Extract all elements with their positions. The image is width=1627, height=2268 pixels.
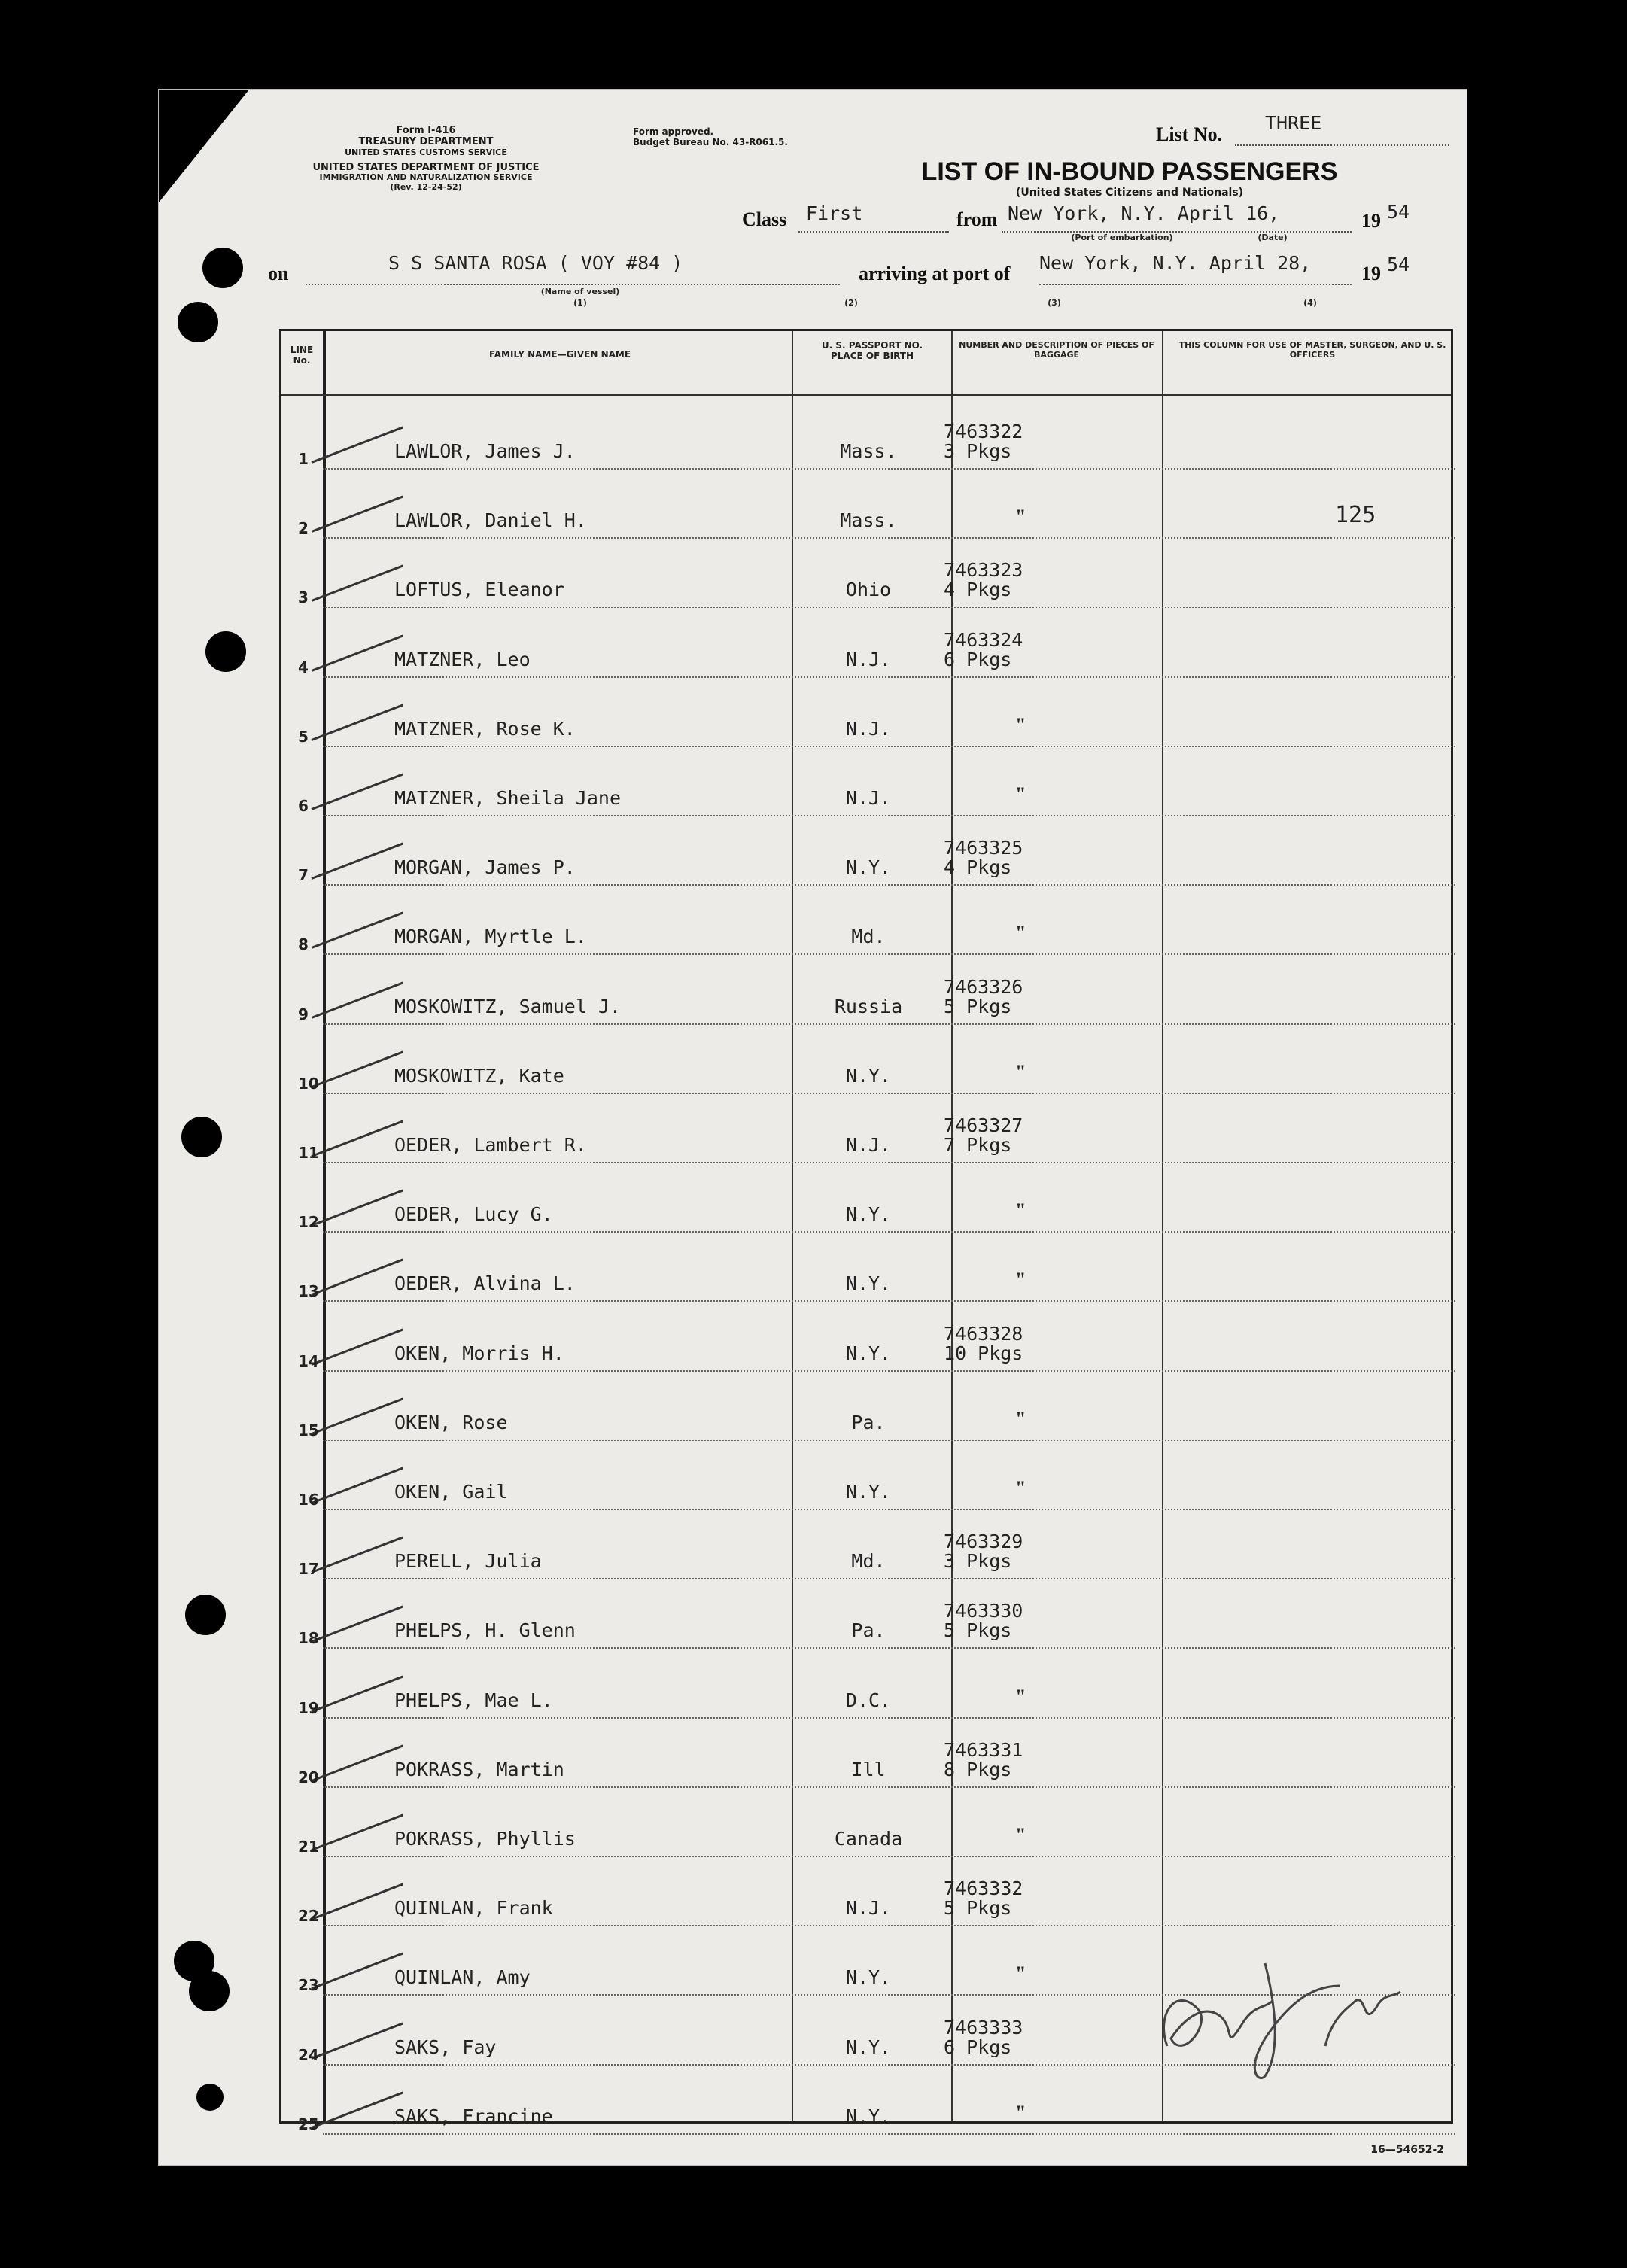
customs-service: UNITED STATES CUSTOMS SERVICE bbox=[345, 147, 507, 157]
check-mark bbox=[311, 1537, 403, 1573]
baggage-number: 7463332 bbox=[944, 1877, 1023, 1900]
passenger-name: LAWLOR, Daniel H. bbox=[394, 509, 587, 532]
vessel-rule bbox=[306, 284, 840, 285]
binder-hole bbox=[196, 2084, 224, 2111]
binder-hole bbox=[185, 1595, 226, 1635]
passenger-name: OEDER, Lucy G. bbox=[394, 1203, 553, 1226]
column-header-line-no: LINE No. bbox=[290, 345, 314, 366]
line-number: 16 bbox=[298, 1491, 319, 1509]
check-mark bbox=[311, 843, 403, 880]
ditto-mark: " bbox=[1015, 922, 1026, 944]
from-label: from bbox=[956, 208, 998, 230]
place-of-birth: N.J. bbox=[845, 1134, 892, 1156]
column-header-passport: U. S. PASSPORT NO. PLACE OF BIRTH bbox=[821, 340, 923, 362]
baggage-number: 7463323 bbox=[944, 559, 1023, 582]
officer-signature bbox=[1152, 1933, 1408, 2099]
baggage-pieces: 4 Pkgs bbox=[944, 579, 1012, 601]
list-no-value: THREE bbox=[1265, 112, 1322, 134]
table-row bbox=[281, 1788, 1455, 1857]
title-block bbox=[904, 157, 1355, 199]
check-mark bbox=[311, 427, 403, 464]
form-identification bbox=[302, 126, 550, 193]
place-of-birth: Md. bbox=[851, 926, 886, 948]
manifest-page bbox=[158, 89, 1467, 2166]
baggage-number: 7463322 bbox=[944, 421, 1023, 442]
on-label: on bbox=[268, 263, 289, 284]
line-number: 24 bbox=[298, 2045, 319, 2064]
check-mark bbox=[311, 496, 403, 533]
column-header-name: FAMILY NAME—GIVEN NAME bbox=[488, 349, 631, 360]
passenger-name: MORGAN, Myrtle L. bbox=[394, 926, 587, 948]
place-of-birth: N.Y. bbox=[845, 856, 892, 879]
ditto-mark: " bbox=[1015, 1477, 1026, 1499]
ditto-mark: " bbox=[1015, 1407, 1026, 1430]
place-of-birth: Ohio bbox=[845, 579, 892, 601]
class-rule bbox=[798, 231, 949, 233]
passenger-name: MOSKOWITZ, Samuel J. bbox=[394, 995, 622, 1017]
check-mark bbox=[311, 565, 403, 602]
place-of-birth: Russia bbox=[834, 995, 903, 1017]
place-of-birth: Canada bbox=[834, 1828, 903, 1850]
baggage-number: 7463331 bbox=[944, 1738, 1023, 1761]
from-year: 54 bbox=[1387, 201, 1410, 223]
table-row bbox=[281, 1094, 1455, 1163]
check-mark bbox=[311, 1883, 403, 1920]
baggage-pieces: 5 Pkgs bbox=[944, 995, 1012, 1017]
table-row bbox=[281, 1025, 1455, 1094]
col-number-2: (2) bbox=[844, 298, 858, 308]
check-mark bbox=[311, 1744, 403, 1781]
passenger-name: PHELPS, Mae L. bbox=[394, 1689, 553, 1711]
line-number: 13 bbox=[298, 1282, 319, 1301]
vessel-caption: (Name of vessel) bbox=[540, 287, 620, 296]
binder-hole bbox=[178, 302, 218, 342]
baggage-number: 7463326 bbox=[944, 975, 1023, 998]
baggage-pieces: 8 Pkgs bbox=[944, 1758, 1012, 1780]
baggage-pieces: 6 Pkgs bbox=[944, 2035, 1012, 2058]
list-no-rule bbox=[1235, 144, 1449, 146]
table-row bbox=[281, 470, 1455, 539]
from-year-prefix: 19 bbox=[1361, 210, 1381, 232]
justice-dept: UNITED STATES DEPARTMENT OF JUSTICE bbox=[312, 161, 540, 173]
form-print-code: 16—54652-2 bbox=[1370, 2144, 1444, 2156]
passenger-name: OKEN, Rose bbox=[394, 1411, 508, 1433]
check-mark bbox=[311, 1467, 403, 1504]
ditto-mark: " bbox=[1015, 1962, 1026, 1985]
passenger-name: SAKS, Francine bbox=[394, 2105, 553, 2127]
line-number: 18 bbox=[298, 1629, 319, 1648]
line-number: 7 bbox=[298, 866, 309, 885]
table-row bbox=[281, 1303, 1455, 1372]
column-header-officers: THIS COLUMN FOR USE OF MASTER, SURGEON, AND U. S. OFFICERS bbox=[1178, 340, 1446, 360]
baggage-number: 7463327 bbox=[944, 1114, 1023, 1136]
line-number: 20 bbox=[298, 1768, 319, 1786]
table-row bbox=[281, 1441, 1455, 1510]
place-of-birth: N.J. bbox=[845, 717, 892, 740]
ditto-mark: " bbox=[1015, 1060, 1026, 1083]
passenger-name: PERELL, Julia bbox=[394, 1550, 542, 1573]
place-of-birth: Mass. bbox=[840, 509, 897, 532]
ditto-mark: " bbox=[1015, 1269, 1026, 1291]
line-number: 25 bbox=[298, 2114, 319, 2133]
passenger-name: LAWLOR, James J. bbox=[394, 440, 576, 462]
place-of-birth: N.Y. bbox=[845, 1481, 892, 1503]
officer-notation: 125 bbox=[1335, 502, 1376, 529]
check-mark bbox=[311, 912, 403, 949]
place-of-birth: N.Y. bbox=[845, 1342, 892, 1364]
passenger-name: SAKS, Fay bbox=[394, 2035, 497, 2058]
place-of-birth: N.Y. bbox=[845, 1966, 892, 1989]
page-subtitle: (United States Citizens and Nationals) bbox=[1015, 187, 1244, 199]
header-rule bbox=[281, 394, 1451, 396]
table-row bbox=[281, 1510, 1455, 1579]
line-number: 3 bbox=[298, 588, 309, 607]
place-of-birth: N.J. bbox=[845, 787, 892, 809]
line-number: 14 bbox=[298, 1351, 319, 1370]
table-row bbox=[281, 1233, 1455, 1302]
line-number: 17 bbox=[298, 1560, 319, 1579]
line-number: 5 bbox=[298, 727, 309, 746]
passenger-name: MOSKOWITZ, Kate bbox=[394, 1064, 564, 1087]
ditto-mark: " bbox=[1015, 1685, 1026, 1707]
table-row bbox=[281, 1372, 1455, 1441]
vessel-name: S S SANTA ROSA ( VOY #84 ) bbox=[388, 252, 683, 274]
vessel-col-number: (1) bbox=[573, 298, 587, 308]
baggage-pieces: 7 Pkgs bbox=[944, 1134, 1012, 1156]
table-row bbox=[281, 1649, 1455, 1719]
table-row bbox=[281, 1163, 1455, 1233]
arriving-rule bbox=[1039, 284, 1352, 285]
budget-bureau-line: Budget Bureau No. 43-R061.5. bbox=[633, 136, 788, 147]
baggage-number: 7463324 bbox=[944, 628, 1023, 651]
check-mark bbox=[311, 981, 403, 1018]
check-mark bbox=[311, 1050, 403, 1087]
place-of-birth: D.C. bbox=[845, 1689, 892, 1711]
date-caption: (Date) bbox=[1258, 233, 1288, 242]
check-mark bbox=[311, 1328, 403, 1365]
table-row bbox=[281, 956, 1455, 1025]
arriving-label: arriving at port of bbox=[859, 263, 1011, 284]
arriving-value: New York, N.Y. April 28, bbox=[1039, 252, 1312, 274]
table-row bbox=[281, 609, 1455, 678]
check-mark bbox=[311, 1814, 403, 1851]
row-rule bbox=[323, 2133, 1455, 2135]
table-row bbox=[281, 816, 1455, 886]
place-of-birth: N.Y. bbox=[845, 2035, 892, 2058]
line-number: 22 bbox=[298, 1907, 319, 1926]
place-of-birth: Ill bbox=[851, 1758, 886, 1780]
line-number: 12 bbox=[298, 1213, 319, 1232]
budget-approval bbox=[633, 127, 829, 148]
table-row bbox=[281, 747, 1455, 816]
line-number: 1 bbox=[298, 450, 309, 468]
ditto-mark: " bbox=[1015, 1199, 1026, 1222]
place-of-birth: N.Y. bbox=[845, 1203, 892, 1226]
baggage-pieces: 5 Pkgs bbox=[944, 1619, 1012, 1642]
class-label: Class bbox=[742, 208, 787, 230]
check-mark bbox=[311, 1397, 403, 1434]
baggage-number: 7463325 bbox=[944, 837, 1023, 859]
passenger-name: MATZNER, Rose K. bbox=[394, 717, 576, 740]
table-row bbox=[281, 1857, 1455, 1926]
place-of-birth: N.J. bbox=[845, 1897, 892, 1920]
ins-service: IMMIGRATION AND NATURALIZATION SERVICE bbox=[319, 172, 533, 183]
check-mark bbox=[311, 1190, 403, 1227]
ditto-mark: " bbox=[1015, 713, 1026, 736]
check-mark bbox=[311, 774, 403, 810]
baggage-pieces: 3 Pkgs bbox=[944, 440, 1012, 462]
column-header-baggage: NUMBER AND DESCRIPTION OF PIECES OF BAGGAGE bbox=[959, 340, 1154, 360]
baggage-number: 7463333 bbox=[944, 2016, 1023, 2038]
passenger-name: LOFTUS, Eleanor bbox=[394, 579, 564, 601]
arrive-year-prefix: 19 bbox=[1361, 263, 1381, 284]
passenger-name: MATZNER, Sheila Jane bbox=[394, 787, 622, 809]
binder-hole bbox=[202, 248, 243, 288]
line-number: 19 bbox=[298, 1698, 319, 1717]
place-of-birth: N.Y. bbox=[845, 1064, 892, 1087]
table-row bbox=[281, 539, 1455, 608]
passenger-name: QUINLAN, Amy bbox=[394, 1966, 531, 1989]
baggage-pieces: 3 Pkgs bbox=[944, 1550, 1012, 1573]
embarkation-caption: (Port of embarkation) bbox=[1071, 233, 1173, 242]
passenger-name: OKEN, Gail bbox=[394, 1481, 508, 1503]
baggage-pieces: 6 Pkgs bbox=[944, 648, 1012, 670]
line-number: 23 bbox=[298, 1976, 319, 1995]
check-mark bbox=[311, 704, 403, 740]
ditto-mark: " bbox=[1015, 783, 1026, 805]
check-mark bbox=[311, 1120, 403, 1157]
passenger-name: POKRASS, Phyllis bbox=[394, 1828, 576, 1850]
line-number: 8 bbox=[298, 935, 309, 954]
page-title: LIST OF IN-BOUND PASSENGERS bbox=[921, 157, 1338, 186]
folded-corner bbox=[159, 90, 249, 202]
check-mark bbox=[311, 1953, 403, 1990]
check-mark bbox=[311, 1259, 403, 1296]
place-of-birth: N.J. bbox=[845, 648, 892, 670]
col-number-3: (3) bbox=[1048, 298, 1061, 308]
place-of-birth: N.Y. bbox=[845, 2105, 892, 2127]
line-number: 4 bbox=[298, 658, 309, 676]
table-row bbox=[281, 1719, 1455, 1788]
check-mark bbox=[311, 2091, 403, 2128]
check-mark bbox=[311, 634, 403, 671]
baggage-number: 7463329 bbox=[944, 1531, 1023, 1553]
line-number: 11 bbox=[298, 1144, 319, 1162]
table-row bbox=[281, 886, 1455, 955]
place-of-birth: Mass. bbox=[840, 440, 897, 462]
treasury-dept: TREASURY DEPARTMENT bbox=[358, 135, 494, 147]
approval-line: Form approved. bbox=[633, 126, 714, 137]
arrive-year: 54 bbox=[1387, 254, 1410, 275]
passenger-name: PHELPS, H. Glenn bbox=[394, 1619, 576, 1642]
line-number: 21 bbox=[298, 1838, 319, 1856]
passenger-name: POKRASS, Martin bbox=[394, 1758, 564, 1780]
baggage-pieces: 10 Pkgs bbox=[944, 1342, 1023, 1364]
passenger-name: QUINLAN, Frank bbox=[394, 1897, 553, 1920]
passenger-name: OKEN, Morris H. bbox=[394, 1342, 564, 1364]
binder-hole bbox=[181, 1117, 222, 1157]
ditto-mark: " bbox=[1015, 2101, 1026, 2124]
table-row bbox=[281, 400, 1455, 470]
ditto-mark: " bbox=[1015, 1824, 1026, 1846]
line-number: 2 bbox=[298, 519, 309, 538]
baggage-pieces: 4 Pkgs bbox=[944, 856, 1012, 879]
passenger-name: MATZNER, Leo bbox=[394, 648, 531, 670]
binder-hole bbox=[189, 1971, 230, 2011]
from-value: New York, N.Y. April 16, bbox=[1008, 202, 1280, 224]
baggage-number: 7463330 bbox=[944, 1600, 1023, 1622]
list-no-label: List No. bbox=[1156, 123, 1223, 145]
check-mark bbox=[311, 1675, 403, 1712]
ditto-mark: " bbox=[1015, 506, 1026, 528]
passenger-name: MORGAN, James P. bbox=[394, 856, 576, 879]
passenger-table bbox=[279, 329, 1453, 2133]
check-mark bbox=[311, 2022, 403, 2059]
place-of-birth: Md. bbox=[851, 1550, 886, 1573]
col-number-4: (4) bbox=[1303, 298, 1317, 308]
passenger-name: OEDER, Alvina L. bbox=[394, 1272, 576, 1295]
table-row bbox=[281, 678, 1455, 747]
binder-hole bbox=[205, 631, 246, 672]
class-value: First bbox=[806, 202, 863, 224]
line-number: 6 bbox=[298, 797, 309, 815]
line-number: 9 bbox=[298, 1005, 309, 1023]
place-of-birth: N.Y. bbox=[845, 1272, 892, 1295]
check-mark bbox=[311, 1606, 403, 1643]
line-number: 10 bbox=[298, 1074, 319, 1093]
form-revision: (Rev. 12-24-52) bbox=[390, 182, 462, 193]
place-of-birth: Pa. bbox=[851, 1619, 886, 1642]
baggage-pieces: 5 Pkgs bbox=[944, 1897, 1012, 1920]
passenger-name: OEDER, Lambert R. bbox=[394, 1134, 587, 1156]
place-of-birth: Pa. bbox=[851, 1411, 886, 1433]
form-number: Form I-416 bbox=[396, 125, 456, 136]
table-row bbox=[281, 1579, 1455, 1649]
line-number: 15 bbox=[298, 1421, 319, 1440]
baggage-number: 7463328 bbox=[944, 1322, 1023, 1345]
